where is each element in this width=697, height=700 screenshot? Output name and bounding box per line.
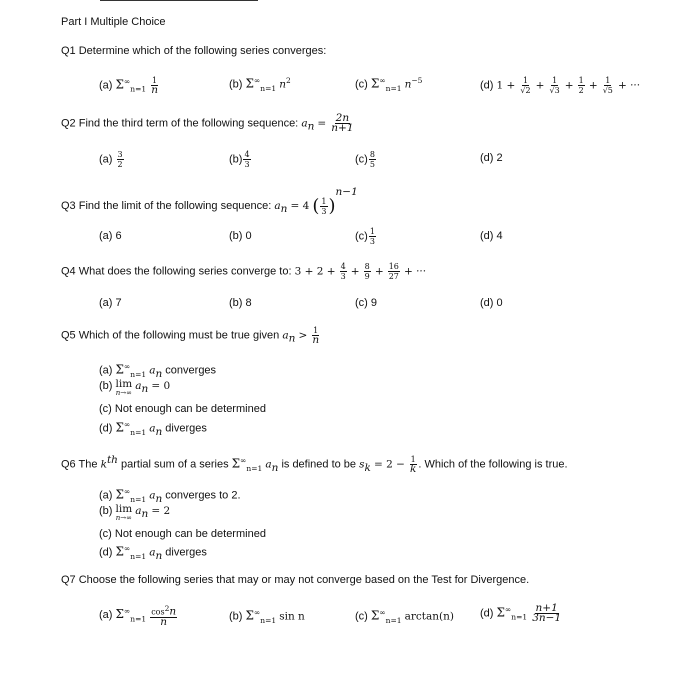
- q3-option-c[interactable]: (c) $\frac{1}{3}$: [355, 227, 375, 246]
- q7-option-b[interactable]: (b) $\Sigma^\infty_{n=1}$ sin n: [229, 608, 305, 625]
- q4-option-a[interactable]: (a) 7: [99, 297, 122, 309]
- q6-question: Q6 The $k^{th}$ partial sum of a series $\Sigma^\infty_{n=1}$ $a_n$ is defined to be $s_k = 2$ − $\frac{1}{k}$ . Which of the following is true.: [61, 454, 568, 476]
- q4-option-c[interactable]: (c) 9: [355, 297, 377, 309]
- q3-option-d[interactable]: (d) 4: [480, 230, 503, 242]
- q7-option-a[interactable]: (a) $\Sigma^\infty_{n=1}$ $\frac{\cos^2n}{n}$: [99, 604, 177, 628]
- q6-option-b[interactable]: (b) lim n→∞ $a_n = 2$: [99, 503, 171, 522]
- q4-option-d[interactable]: (d) 0: [480, 297, 503, 309]
- q5-question: Q5 Which of the following must be true given $a_n$ > $\frac{1}{n}$: [61, 326, 320, 346]
- q2-option-a[interactable]: (a) $\frac{3}{2}$: [99, 150, 123, 169]
- q5-option-a[interactable]: (a) $\Sigma^\infty_{n=1}$ $a_n$ converges: [99, 362, 217, 380]
- q3-option-b[interactable]: (b) 0: [229, 230, 252, 242]
- q3-question: Q3 Find the limit of the following sequence: $a_n = 4$ ( $\frac{1}{3}$ )$^{n-1}$: [61, 186, 358, 217]
- q5-option-c[interactable]: (c) Not enough can be determined: [99, 403, 266, 415]
- q2-option-d[interactable]: (d) 2: [480, 152, 503, 164]
- q1-option-c[interactable]: (c) $\Sigma^\infty_{n=1}$ $n^{-5}$: [355, 76, 423, 93]
- q6-option-d[interactable]: (d) $\Sigma^\infty_{n=1}$ $a_n$ diverges: [99, 544, 207, 562]
- q5-option-b[interactable]: (b) lim n→∞ $a_n = 0$: [99, 378, 171, 397]
- q6-option-c[interactable]: (c) Not enough can be determined: [99, 528, 266, 540]
- q1-question: Q1 Determine which of the following series converges:: [61, 45, 327, 57]
- q4-option-b[interactable]: (b) 8: [229, 297, 252, 309]
- q1-option-b[interactable]: (b) $\Sigma^\infty_{n=1}$ $n^2$: [229, 76, 291, 93]
- q2-option-c[interactable]: (c) $\frac{8}{5}$: [355, 150, 375, 169]
- top-rule: [100, 0, 258, 1]
- q6-option-a[interactable]: (a) $\Sigma^\infty_{n=1}$ $a_n$ converges to 2.: [99, 487, 241, 505]
- q1-option-a[interactable]: (a) $\Sigma^\infty_{n=1}$ $\frac{1}{n}$: [99, 76, 158, 96]
- q7-option-d[interactable]: (d) $\Sigma^\infty_{n=1}$ $\frac{n+1}{3n-1}$: [480, 602, 562, 624]
- q7-question: Q7 Choose the following series that may or may not converge based on the Test for Divergence.: [61, 574, 530, 586]
- page-title: Part I Multiple Choice: [61, 16, 166, 28]
- q7-option-c[interactable]: (c) $\Sigma^\infty_{n=1}$ arctan(n): [355, 608, 454, 625]
- q3-option-a[interactable]: (a) 6: [99, 230, 122, 242]
- q1-option-d[interactable]: (d) 1 + $\frac{1}{√2}$ + $\frac{1}{√3}$ + $\frac{1}{2}$ + $\frac{1}{√5}$ + ···: [480, 76, 641, 95]
- q2-option-b[interactable]: (b) $\frac{4}{3}$: [229, 150, 250, 169]
- q5-option-d[interactable]: (d) $\Sigma^\infty_{n=1}$ $a_n$ diverges: [99, 420, 207, 438]
- q2-question: Q2 Find the third term of the following sequence: $a_n$ = $\frac{2n}{n+1}$: [61, 112, 354, 134]
- q4-question: Q4 What does the following series converge to: 3 + 2 + $\frac{4}{3}$ + $\frac{8}{9}$ + $\frac{16}{27}$ + ···: [61, 262, 427, 281]
